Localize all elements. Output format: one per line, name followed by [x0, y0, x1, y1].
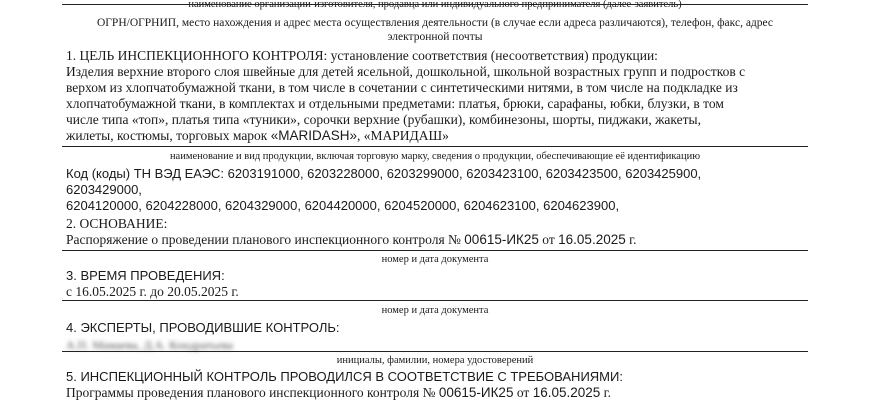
product-line: хлопчатобумажной ткани, в комплектах и отдельными предметами: платья, брюки, сарафаны, юбки, блузки, в том	[66, 96, 724, 111]
product-line: Изделия верхние второго слоя швейные для детей ясельной, дошкольной, школьной возрастных групп и подростков с	[66, 64, 746, 79]
brand-latin: «MARIDASH»	[270, 128, 358, 143]
product-brands-line	[66, 128, 449, 144]
tn-ved-line: 6203429000,	[66, 182, 142, 197]
basis-caption: номер и дата документа	[381, 254, 489, 265]
brands-prefix: жилеты, костюмы, торговых марок	[66, 128, 268, 143]
experts-caption: инициалы, фамилии, номера удостоверений	[336, 355, 534, 366]
ogrn-caption-cont: электронной почты	[387, 31, 483, 43]
field-rule	[62, 146, 808, 147]
field-rule	[62, 4, 808, 5]
program-doc-number: 00615-ИК25	[438, 385, 514, 400]
program-line	[66, 385, 611, 401]
section-4-title: 4. ЭКСПЕРТЫ, ПРОВОДИВШИЕ КОНТРОЛЬ:	[66, 320, 340, 335]
section-1-purpose: установление соответствия (несоответствия) продукции:	[330, 48, 658, 63]
tn-ved-line: 6204120000, 6204228000, 6204329000, 6204420000, 6204520000, 6204623100, 6204623900,	[66, 198, 620, 213]
field-rule	[62, 300, 808, 301]
basis-text: Распоряжение о проведении планового инспекционного контроля №	[66, 232, 461, 247]
basis-line	[66, 232, 637, 248]
program-from: от	[516, 385, 530, 400]
basis-suffix: г.	[629, 232, 637, 247]
section-3-title: 3. ВРЕМЯ ПРОВЕДЕНИЯ:	[66, 268, 225, 283]
tn-ved-line: Код (коды) ТН ВЭД ЕАЭС: 6203191000, 6203228000, 6203299000, 6203423100, 6203423500, 6203425900,	[66, 166, 702, 181]
basis-doc-date: 16.05.2025	[558, 232, 626, 247]
basis-doc-number: 00615-ИК25	[464, 232, 539, 247]
field-rule	[62, 351, 808, 352]
program-text: Программы проведения планового инспекционного контроля №	[66, 385, 436, 400]
field-rule	[62, 250, 808, 251]
applicant-caption: наименование организации-изготовителя, продавца или индивидуального предпринимателя (далее-заявитель)	[188, 0, 682, 10]
brand-cyrillic: «МАРИДАШ»	[363, 128, 449, 143]
program-suffix: г.	[603, 385, 612, 400]
product-caption: наименование и вид продукции, включая торговую марку, сведения о продукции, обеспечивающие её идентификацию	[169, 151, 701, 162]
section-2-title: 2. ОСНОВАНИЕ:	[66, 216, 168, 231]
product-line: числе типа «топ», платья типа «туники», сорочки верхние (рубашки), комбинезоны, шорты, пиджаки, жакеты,	[66, 112, 701, 127]
section-1-heading	[66, 48, 658, 64]
period-caption: номер и дата документа	[381, 305, 489, 316]
ogrn-caption: ОГРН/ОГРНИП, место нахождения и адрес места осуществления деятельности (в случае если адреса различаются), телефон, факс, адрес	[96, 17, 774, 29]
experts-names-redacted: А.П. Мамаева, Д.А. Кондратьева	[66, 338, 234, 352]
basis-from: от	[542, 232, 555, 247]
brand-separator: ,	[357, 128, 361, 143]
section-1-title: 1. ЦЕЛЬ ИНСПЕКЦИОННОГО КОНТРОЛЯ:	[66, 48, 328, 63]
program-doc-date: 16.05.2025	[532, 385, 601, 400]
section-5-title: 5. ИНСПЕКЦИОННЫЙ КОНТРОЛЬ ПРОВОДИЛСЯ В СООТВЕТСТВИЕ С ТРЕБОВАНИЯМИ:	[66, 369, 623, 384]
period-text: с 16.05.2025 г. до 20.05.2025 г.	[66, 284, 239, 299]
product-line: верхом из хлопчатобумажной ткани, в том числе в сочетании с синтетическими нитями, в том числе на подкладке из	[66, 80, 738, 95]
